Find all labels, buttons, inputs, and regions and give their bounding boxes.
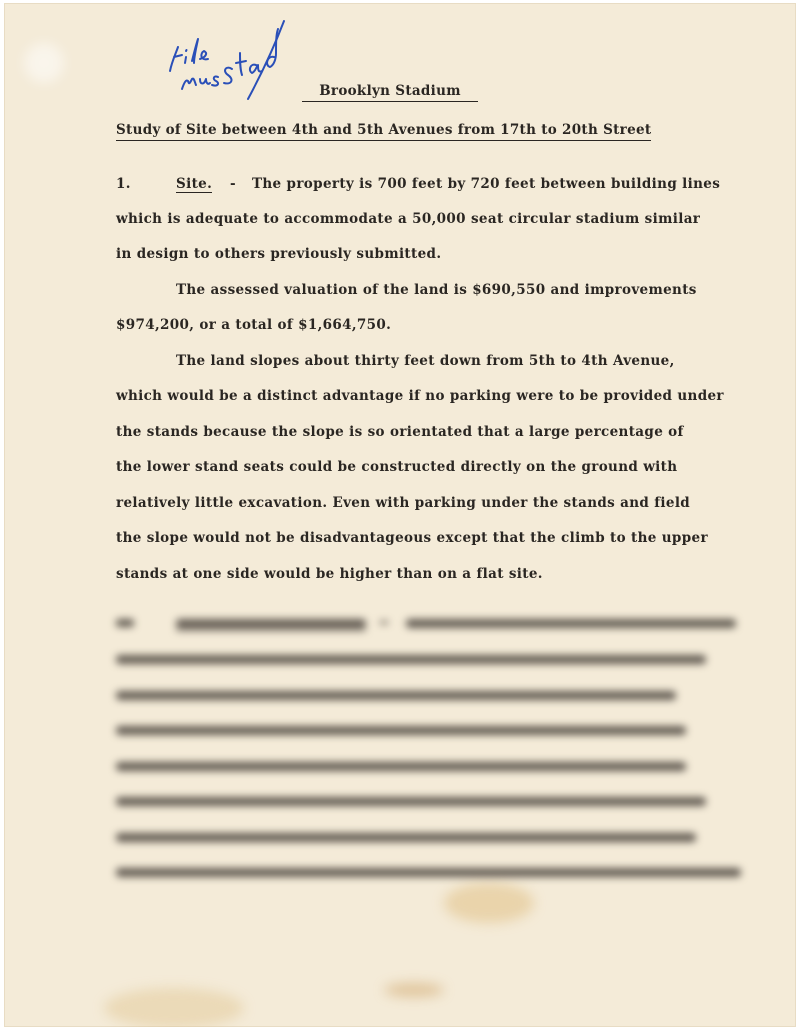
handwritten-note	[152, 13, 302, 103]
section-number: 1.	[116, 176, 131, 192]
body-line: the lower stand seats could be constructed directly on the ground with	[116, 459, 678, 475]
document-subtitle: Study of Site between 4th and 5th Avenues from 17th to 20th Street	[116, 122, 651, 141]
section-heading: Site.	[176, 176, 213, 192]
body-line: the slope would not be disadvantageous except that the climb to the upper	[116, 530, 708, 546]
document-title: Brooklyn Stadium	[302, 83, 478, 102]
paper-stain	[104, 988, 244, 1027]
body-line: which would be a distinct advantage if no parking were to be provided under	[116, 388, 724, 404]
body-line: relatively little excavation. Even with parking under the stands and field	[116, 495, 691, 511]
paper-stain	[384, 983, 444, 997]
body-line: $974,200, or a total of $1,664,750.	[116, 317, 392, 333]
paper-stain	[24, 43, 64, 83]
body-line: stands at one side would be higher than on a flat site.	[116, 566, 543, 582]
section-first-line: The property is 700 feet by 720 feet between building lines	[252, 176, 721, 192]
body-line: The land slopes about thirty feet down from 5th to 4th Avenue,	[176, 353, 675, 369]
document-page	[4, 3, 796, 1027]
body-line: the stands because the slope is so orientated that a large percentage of	[116, 424, 684, 440]
body-line: in design to others previously submitted.	[116, 246, 442, 262]
body-line: The assessed valuation of the land is $690,550 and improvements	[176, 282, 697, 298]
blurred-text-block	[116, 611, 756, 891]
section-dash: -	[230, 176, 236, 192]
body-line: which is adequate to accommodate a 50,000 seat circular stadium similar	[116, 211, 701, 227]
